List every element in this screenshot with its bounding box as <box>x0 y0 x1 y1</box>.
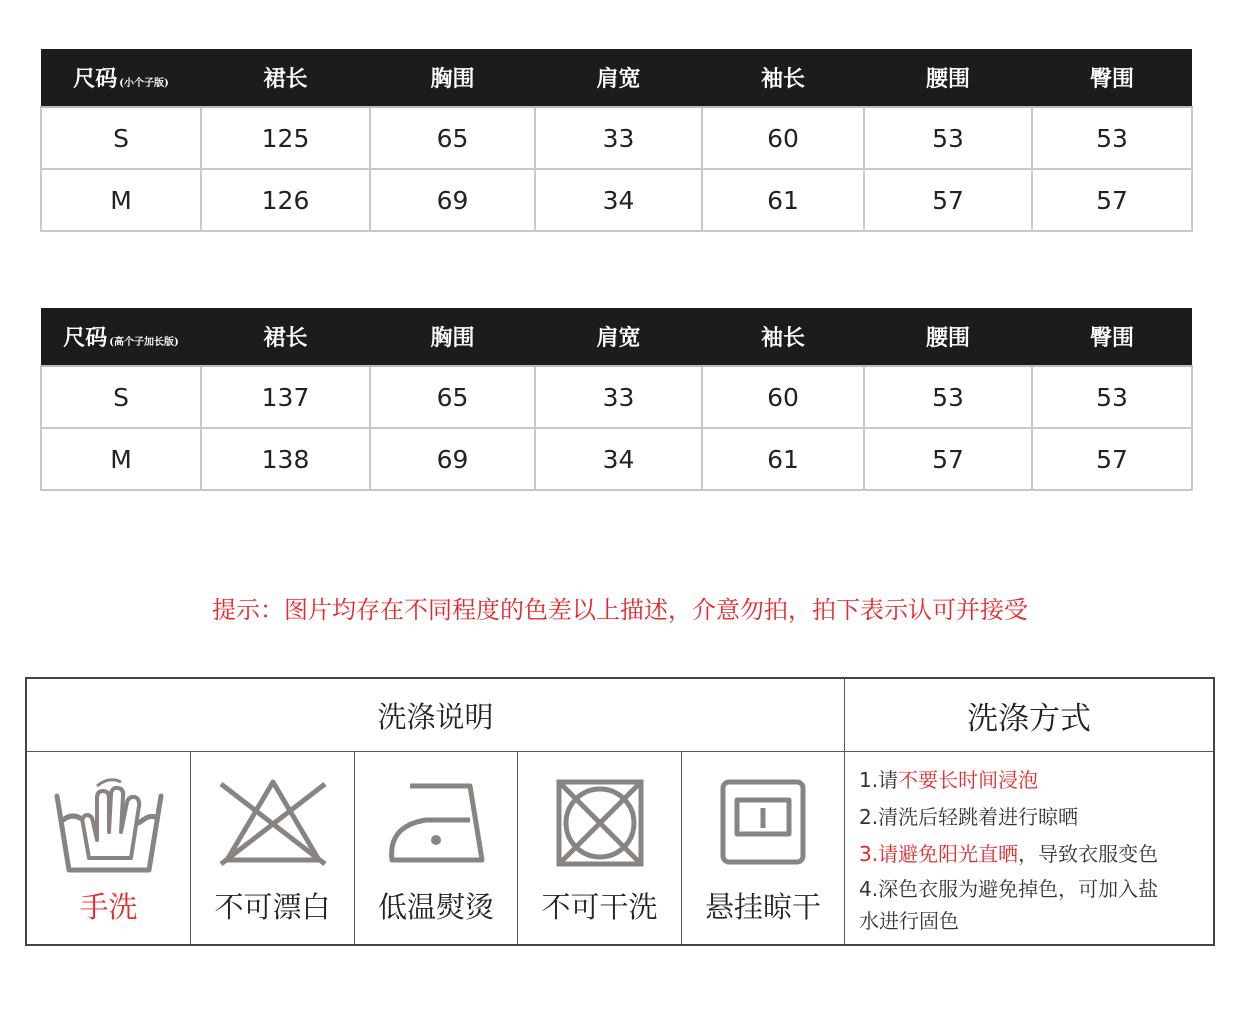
column-header: 腰围 <box>864 308 1032 366</box>
color-difference-notice: 提示：图片均存在不同程度的色差以上描述，介意勿拍，拍下表示认可并接受 <box>212 596 1028 624</box>
table-header-row <box>41 49 1192 107</box>
care-label: 悬挂晾干 <box>704 890 821 924</box>
care-symbol-low-iron <box>355 752 518 944</box>
table-cell: 53 <box>1032 366 1192 428</box>
table-cell: 33 <box>535 107 702 169</box>
table-row <box>41 428 1192 490</box>
table-cell: 137 <box>201 366 370 428</box>
care-label: 低温熨烫 <box>377 890 494 924</box>
size-variant-note: (小个子版) <box>119 78 169 89</box>
care-symbol-no-bleach <box>191 752 355 944</box>
table-cell: 57 <box>1032 169 1192 231</box>
column-header: 胸围 <box>370 308 535 366</box>
table-cell: 69 <box>370 169 535 231</box>
washing-step: 1.请不要长时间浸泡 <box>859 768 1039 792</box>
care-symbol-hand-wash <box>27 752 191 944</box>
line-dry-icon <box>719 778 807 868</box>
column-header: 袖长 <box>702 308 864 366</box>
size-column-header: 尺码 (小个子版) <box>41 49 201 107</box>
table-cell: S <box>41 107 201 169</box>
table-cell: 65 <box>370 366 535 428</box>
no-dry-clean-icon <box>555 778 645 868</box>
table-cell: 60 <box>702 366 864 428</box>
size-variant-note: (高个子加长版) <box>109 337 179 348</box>
table-row <box>41 169 1192 231</box>
table-cell: 69 <box>370 428 535 490</box>
care-symbol-line-dry <box>682 752 845 944</box>
washing-step: 3.请避免阳光直晒，导致衣服变色 <box>859 842 1159 866</box>
washing-step: 4.深色衣服为避免掉色，可加入盐 水进行固色 <box>859 877 1159 933</box>
care-instructions-panel <box>25 677 1215 946</box>
washing-method-title: 洗涤方式 <box>845 679 1213 752</box>
table-header-row <box>41 308 1192 366</box>
table-cell: M <box>41 428 201 490</box>
care-symbol-no-dry-clean <box>518 752 682 944</box>
washing-instructions-title: 洗涤说明 <box>27 679 845 752</box>
care-label: 手洗 <box>79 890 138 924</box>
table-row <box>41 366 1192 428</box>
table-cell: 53 <box>1032 107 1192 169</box>
table-cell: 61 <box>702 169 864 231</box>
column-header: 肩宽 <box>535 49 702 107</box>
table-cell: 61 <box>702 428 864 490</box>
table-cell: 57 <box>1032 428 1192 490</box>
table-cell: S <box>41 366 201 428</box>
table-cell: 34 <box>535 169 702 231</box>
table-cell: 34 <box>535 428 702 490</box>
column-header: 袖长 <box>702 49 864 107</box>
column-header: 裙长 <box>201 49 370 107</box>
column-header: 臀围 <box>1032 308 1192 366</box>
table-cell: M <box>41 169 201 231</box>
washing-step: 2.清洗后轻跳着进行晾晒 <box>859 805 1079 829</box>
hand-wash-icon <box>53 778 165 878</box>
table-cell: 53 <box>864 107 1032 169</box>
column-header: 臀围 <box>1032 49 1192 107</box>
table-cell: 65 <box>370 107 535 169</box>
size-column-header: 尺码 (高个子加长版) <box>41 308 201 366</box>
column-header: 胸围 <box>370 49 535 107</box>
low-iron-icon <box>386 778 486 868</box>
care-label: 不可漂白 <box>214 890 331 924</box>
table-cell: 125 <box>201 107 370 169</box>
table-cell: 53 <box>864 366 1032 428</box>
care-label: 不可干洗 <box>541 890 658 924</box>
table-cell: 126 <box>201 169 370 231</box>
table-cell: 57 <box>864 169 1032 231</box>
column-header: 腰围 <box>864 49 1032 107</box>
table-cell: 33 <box>535 366 702 428</box>
size-table-regular <box>40 49 1193 232</box>
table-cell: 138 <box>201 428 370 490</box>
column-header: 裙长 <box>201 308 370 366</box>
column-header: 肩宽 <box>535 308 702 366</box>
table-cell: 60 <box>702 107 864 169</box>
table-row <box>41 107 1192 169</box>
no-bleach-icon <box>215 778 331 868</box>
table-cell: 57 <box>864 428 1032 490</box>
washing-steps-list <box>845 752 1213 944</box>
size-table-tall <box>40 308 1193 491</box>
